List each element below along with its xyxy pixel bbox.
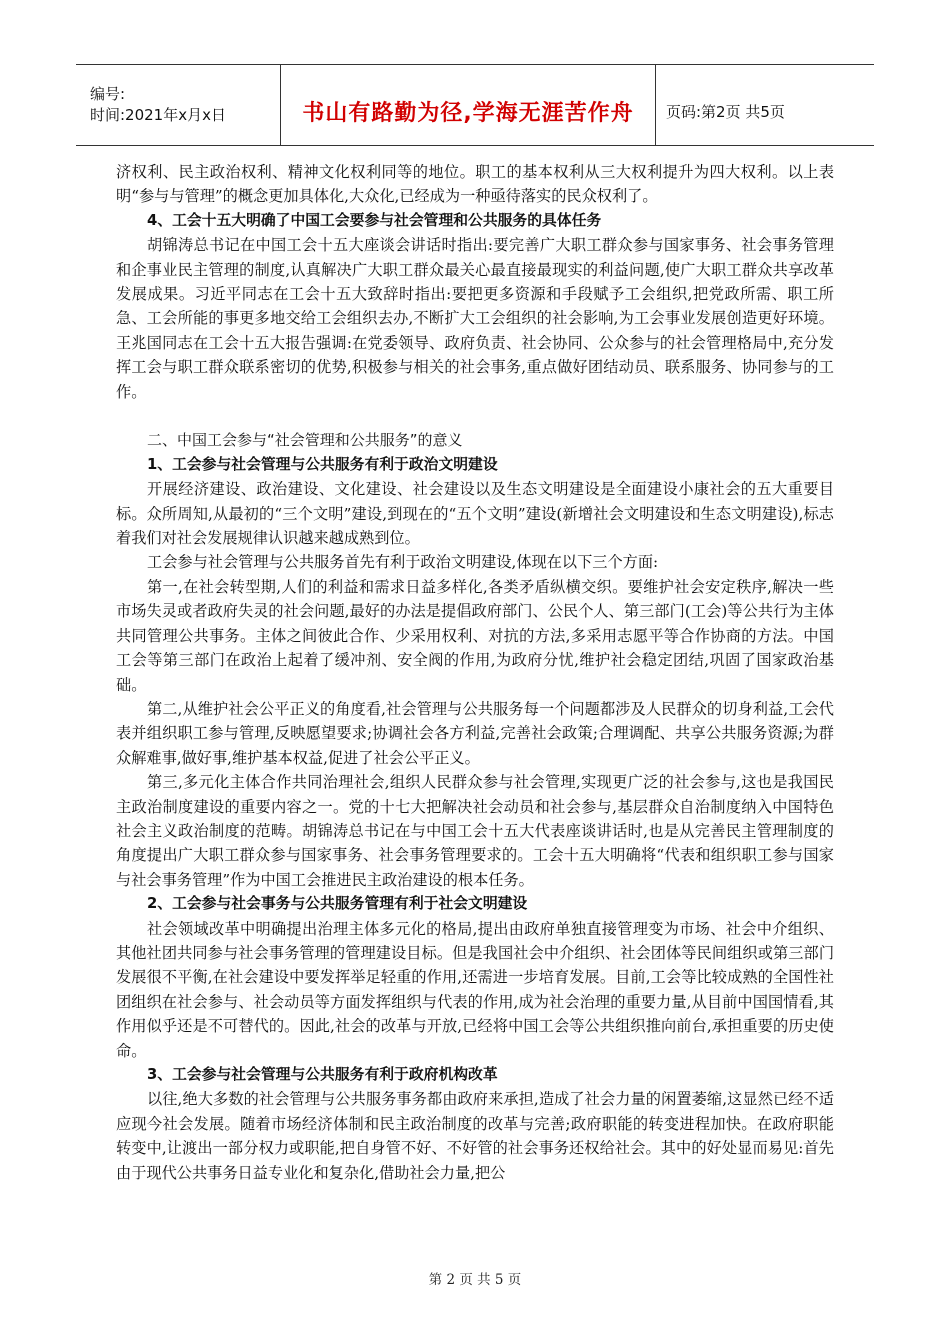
paragraph: 第三,多元化主体合作共同治理社会,组织人民群众参与社会管理,实现更广泛的社会参与,这也是我国民主政治制度建设的重要内容之一。党的十七大把解决社会动员和社会参与,基层群众自治制度纳入中国特色社会主义政治制度的范畴。胡锦涛总书记在与中国工会十五大代表座谈讲话时,也是从完善民主管理制度的角度提出广大职工群众参与国家事务、社会事务管理要求的。工会十五大明确将“代表和组织职工参与国家与社会事务管理”作为中国工会推进民主政治建设的根本任务。 <box>116 773 834 889</box>
paragraph: 工会参与社会管理与公共服务首先有利于政治文明建设,体现在以下三个方面: <box>147 553 659 572</box>
paragraph: 胡锦涛总书记在中国工会十五大座谈会讲话时指出:要完善广大职工群众参与国家事务、社会事务管理和企事业民主管理的制度,认真解决广大职工群众最关心最直接最现实的利益问题,使广大职工群众共享改革发展成果。习近平同志在工会十五大致辞时指出:要把更多资源和手段赋予工会组织,把党政所需、职工所急、工会所能的事更多地交给工会组织去办,不断扩大工会组织的社会影响,为工会事业发展创造更好环境。王兆国同志在工会十五大报告强调:在党委领导、政府负责、社会协同、公众参与的社会管理格局中,充分发挥工会与职工群众联系密切的优势,积极参与相关的社会事务,重点做好团结动员、联系服务、协同参与的工作。 <box>116 236 834 401</box>
page-footer: 第 2 页 共 5 页 <box>428 1272 522 1288</box>
document-date-label: 时间:2021年x月x日 <box>90 106 226 124</box>
document-number-label: 编号: <box>90 85 126 103</box>
subheading: 2、工会参与社会事务与公共服务管理有利于社会文明建设 <box>147 895 528 913</box>
section-heading: 二、中国工会参与“社会管理和公共服务”的意义 <box>147 431 463 450</box>
header-meta <box>76 65 281 145</box>
header-motto-cell <box>281 65 656 145</box>
subheading: 1、工会参与社会管理与公共服务有利于政治文明建设 <box>147 455 498 473</box>
page-header <box>76 64 874 146</box>
header-motto: 书山有路勤为径,学海无涯苦作舟 <box>302 100 634 126</box>
header-page-cell <box>656 65 874 145</box>
paragraph: 以往,绝大多数的社会管理与公共服务事务都由政府来承担,造成了社会力量的闲置萎缩,这显然已经不适应现今社会发展。随着市场经济体制和民主政治制度的改革与完善;政府职能的转变进程加快。在政府职能转变中,让渡出一部分权力或职能,把自身管不好、不好管的社会事务还权给社会。其中的好处显而易见:首先由于现代公共事务日益专业化和复杂化,借助社会力量,把公 <box>116 1090 834 1182</box>
paragraph: 开展经济建设、政治建设、文化建设、社会建设以及生态文明建设是全面建设小康社会的五大重要目标。众所周知,从最初的“三个文明”建设,到现在的“五个文明”建设(新增社会文明建设和生态文明建设),标志着我们对社会发展规律认识越来越成熟到位。 <box>116 480 834 548</box>
document-body <box>116 160 834 1185</box>
page-number-label: 页码:第2页 共5页 <box>666 102 785 121</box>
paragraph: 社会领域改革中明确提出治理主体多元化的格局,提出由政府单独直接管理变为市场、社会中介组织、其他社团共同参与社会事务管理的管理建设目标。但是我国社会中介组织、社会团体等民间组织或第三部门发展很不平衡,在社会建设中要发挥举足轻重的作用,还需进一步培育发展。目前,工会等比较成熟的全国性社团组织在社会参与、社会动员等方面发挥组织与代表的作用,成为社会治理的重要力量,从目前中国国情看,其作用似乎还是不可替代的。因此,社会的改革与开放,已经将中国工会等公共组织推向前台,承担重要的历史使命。 <box>116 919 834 1060</box>
paragraph: 第二,从维护社会公平正义的角度看,社会管理与公共服务每一个问题都涉及人民群众的切身利益,工会代表并组织职工参与管理,反映愿望要求;协调社会各方利益,完善社会政策;合理调配、共享公共服务资源;为群众解难事,做好事,维护基本权益,促进了社会公平正义。 <box>116 699 834 767</box>
subheading: 4、工会十五大明确了中国工会要参与社会管理和公共服务的具体任务 <box>147 211 602 229</box>
subheading: 3、工会参与社会管理与公共服务有利于政府机构改革 <box>147 1066 498 1084</box>
paragraph: 第一,在社会转型期,人们的利益和需求日益多样化,各类矛盾纵横交织。要维护社会安定秩序,解决一些市场失灵或者政府失灵的社会问题,最好的办法是提倡政府部门、公民个人、第三部门(工会)等公共行为主体共同管理公共事务。主体之间彼此合作、少采用权利、对抗的方法,多采用志愿平等合作协商的方法。中国工会等第三部门在政治上起着了缓冲剂、安全阀的作用,为政府分忧,维护社会稳定团结,巩固了国家政治基础。 <box>116 577 834 694</box>
paragraph: 济权利、民主政治权利、精神文化权利同等的地位。职工的基本权利从三大权利提升为四大权利。以上表明“参与与管理”的概念更加具体化,大众化,已经成为一种亟待落实的民众权利了。 <box>116 163 834 206</box>
